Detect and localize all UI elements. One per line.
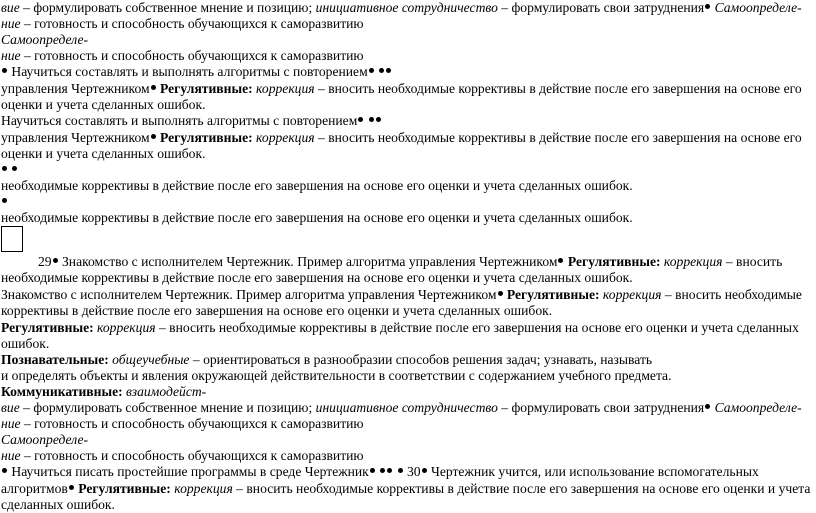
text-line: необходимые коррективы в действие после его завершения на основе его оценки и учета сделанных ошибок. xyxy=(1,270,633,285)
text-line: Научиться составлять и выполнять алгоритмы с повторением xyxy=(1,64,392,80)
text-line: вие – формулировать собственное мнение и позицию; инициативное сотрудничество – формулировать свои затруднения Самоопределе- xyxy=(1,0,802,15)
bullet-icon xyxy=(705,4,710,9)
bullet-icon xyxy=(380,468,385,473)
text-line: Научиться составлять и выполнять алгоритмы с повторением xyxy=(1,113,382,129)
bullet-icon xyxy=(369,68,374,73)
bullet-icon xyxy=(498,291,503,296)
text-line: ошибок. xyxy=(1,336,50,351)
bullet-icon xyxy=(398,468,403,473)
bullet-line xyxy=(1,162,18,178)
text-line: Познавательные: общеучебные – ориентироваться в разнообразии способов решения задач; узнавать, называть xyxy=(1,352,653,367)
text-line: необходимые коррективы в действие после его завершения на основе его оценки и учета сделанных ошибок. xyxy=(1,178,633,193)
text-line: Коммуникативные: взаимодейст- xyxy=(1,384,207,399)
text-line: Научиться писать простейшие программы в среде Чертежник 30 Чертежник учится, или использование вспомогательных xyxy=(1,464,759,480)
bullet-icon xyxy=(12,166,17,171)
bullet-icon xyxy=(370,468,375,473)
bullet-icon xyxy=(369,117,374,122)
bullet-icon xyxy=(151,85,156,90)
bullet-icon xyxy=(379,68,384,73)
bullet-icon xyxy=(705,404,710,409)
bullet-icon xyxy=(2,166,7,171)
text-line: ние – готовность и способность обучающихся к саморазвитию xyxy=(1,416,364,431)
text-line: и определять объекты и явления окружающей действительности в соответствии с содержанием учебного предмета. xyxy=(1,368,672,383)
bullet-icon xyxy=(376,117,381,122)
text-line: оценки и учета сделанных ошибок. xyxy=(1,97,206,112)
bullet-icon xyxy=(358,117,363,122)
bullet-icon xyxy=(2,68,7,73)
text-line: сделанных ошибок. xyxy=(1,497,115,512)
text-line: необходимые коррективы в действие после его завершения на основе его оценки и учета сделанных ошибок. xyxy=(1,210,633,225)
text-line: ние – готовность и способность обучающихся к саморазвитию xyxy=(1,16,364,31)
bullet-icon xyxy=(387,468,392,473)
text-line: коррективы в действие после его завершения на основе его оценки и учета сделанных ошибок. xyxy=(1,303,553,318)
bullet-icon xyxy=(69,485,74,490)
text-line: оценки и учета сделанных ошибок. xyxy=(1,146,206,161)
text-line: Регулятивные: коррекция – вносить необходимые коррективы в действие после его завершения на основе его оценки и учета сделанных xyxy=(1,320,799,335)
text-line: ние – готовность и способность обучающихся к саморазвитию xyxy=(1,48,364,63)
text-line: Самоопределе- xyxy=(1,32,89,47)
empty-box xyxy=(1,226,23,252)
bullet-icon xyxy=(558,258,563,263)
text-line: алгоритмов Регулятивные: коррекция – вносить необходимые коррективы в действие после его завершения на основе его оценки и учета xyxy=(1,481,811,496)
bullet-icon xyxy=(151,134,156,139)
text-line: управления Чертежником Регулятивные: коррекция – вносить необходимые коррективы в действие после его завершения на основе его xyxy=(1,81,802,96)
text-line: вие – формулировать собственное мнение и позицию; инициативное сотрудничество – формулировать свои затруднения Самоопределе- xyxy=(1,400,802,415)
bullet-line xyxy=(1,194,8,210)
text-line: управления Чертежником Регулятивные: коррекция – вносить необходимые коррективы в действие после его завершения на основе его xyxy=(1,130,802,145)
bullet-icon xyxy=(422,468,427,473)
text-line: 29 Знакомство с исполнителем Чертежник. Пример алгоритма управления Чертежником Регулятивные: коррекция – вносить xyxy=(38,254,783,269)
text-line: ние – готовность и способность обучающихся к саморазвитию xyxy=(1,448,364,463)
bullet-icon xyxy=(2,468,7,473)
text-line: Знакомство с исполнителем Чертежник. Пример алгоритма управления Чертежником Регулятивные: коррекция – вносить необходимые xyxy=(1,287,802,302)
bullet-icon xyxy=(386,68,391,73)
text-line: Самоопределе- xyxy=(1,432,89,447)
bullet-icon xyxy=(53,258,58,263)
bullet-icon xyxy=(2,198,7,203)
